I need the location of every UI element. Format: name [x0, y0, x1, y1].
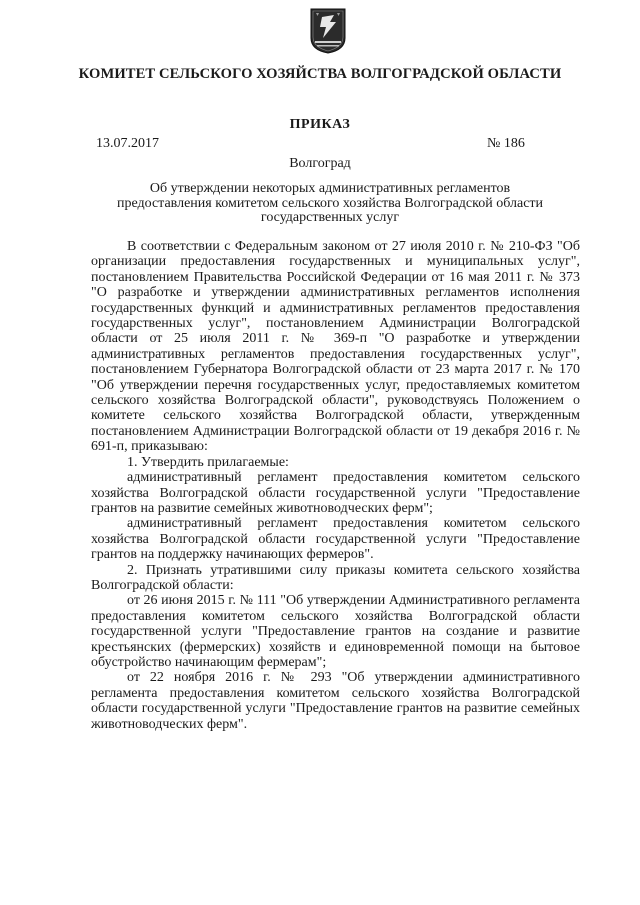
document-number: № 186: [487, 136, 525, 151]
volgograd-coat-of-arms-icon: [310, 8, 346, 54]
document-type: ПРИКАЗ: [289, 117, 351, 132]
committee-name: КОМИТЕТ СЕЛЬСКОГО ХОЗЯЙСТВА ВОЛГОГРАДСКОЙ ОБЛАСТИ: [78, 66, 562, 82]
body-paragraph: от 22 ноября 2016 г. № 293 "Об утверждении административного регламента предоставления комитетом сельского хозяйства Волгоградской области государственной услуги "Предоставление грантов на развитие семейных животноводческих ферм".: [91, 670, 580, 732]
document-title: [60, 182, 600, 226]
title-line: государственных услуг: [260, 210, 400, 225]
body-paragraph: административный регламент предоставления комитетом сельского хозяйства Волгоградской области государственной услуги "Предоставление грантов на развитие семейных животноводческих ферм";: [91, 470, 580, 516]
body-paragraph: В соответствии с Федеральным законом от 27 июля 2010 г. № 210-ФЗ "Об организации предоставления государственных и муниципальных услуг", постановлением Правительства Российской Федерации от 16 мая 2011 г. № 373 "О разработке и утверждении административных регламентов исполнения государственных функций и административных регламентов предоставления государственных услуг", постановлением Администрации Волгоградской области от 25 июля 2011 г. № 369-п "О разработке и утверждении административных регламентов предоставления государственных услуг", постановлением Губернатора Волгоградской области от 23 марта 2017 г. № 170 "Об утверждении перечня государственных услуг, предоставляемых комитетом сельского хозяйства Волгоградской области", руководствуясь Положением о комитете сельского хозяйства Волгоградской области, утвержденным постановлением Администрации Волгоградской области от 19 декабря 2016 г. № 691-п, приказываю:: [91, 239, 580, 455]
document-city: Волгоград: [289, 156, 351, 171]
body-paragraph: от 26 июня 2015 г. № 111 "Об утверждении Административного регламента предоставления комитетом сельского хозяйства Волгоградской области государственной услуги "Предоставление грантов на создание и развитие крестьянских (фермерских) хозяйств и единовременной помощи на бытовое обустройство начинающим фермерам";: [91, 593, 580, 670]
document-body: [91, 239, 580, 732]
body-paragraph: 2. Признать утратившими силу приказы комитета сельского хозяйства Волгоградской области:: [91, 562, 580, 593]
body-paragraph: 1. Утвердить прилагаемые:: [127, 454, 289, 470]
title-line: Об утверждении некоторых административных регламентов: [149, 181, 511, 196]
title-line: предоставления комитетом сельского хозяйства Волгоградской области: [116, 195, 544, 211]
document-date: 13.07.2017: [96, 136, 159, 151]
body-paragraph: административный регламент предоставления комитетом сельского хозяйства Волгоградской области государственной услуги "Предоставление грантов на поддержку начинающих фермеров".: [91, 516, 580, 563]
